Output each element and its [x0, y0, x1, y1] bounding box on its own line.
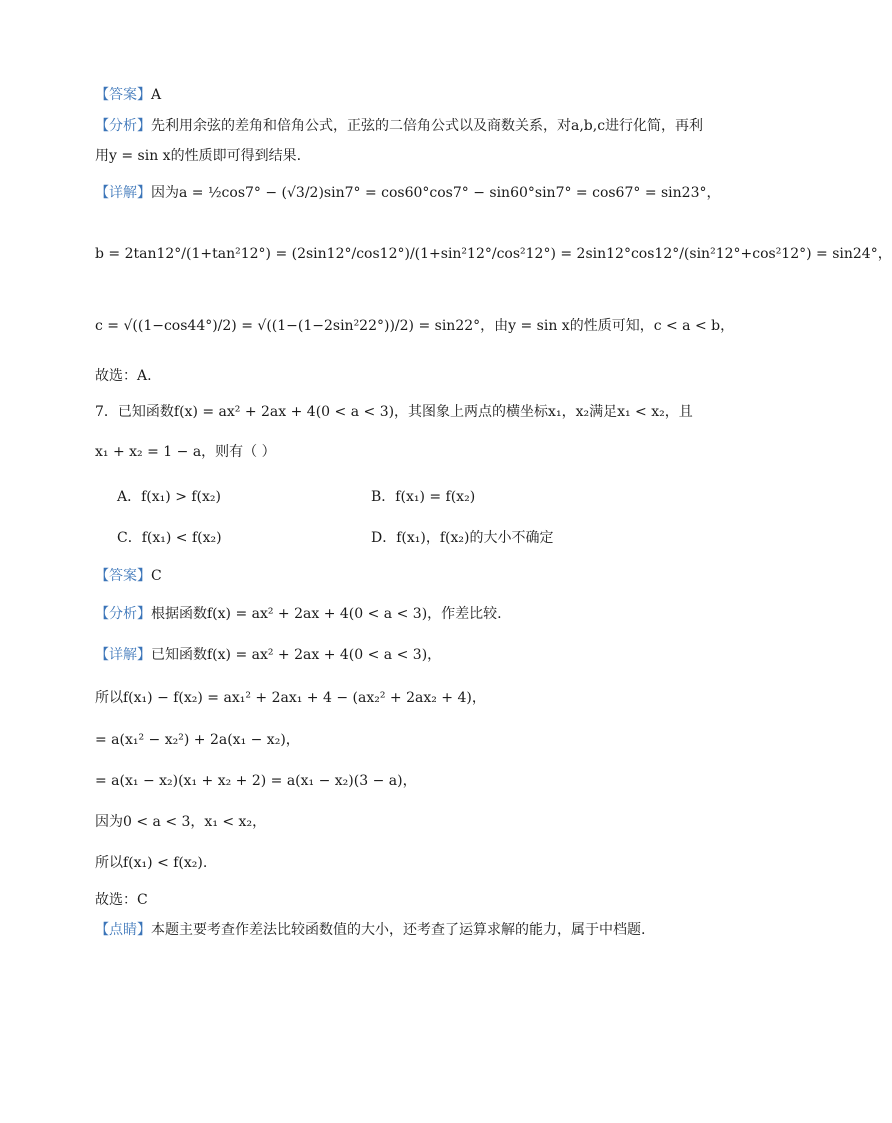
prev-answer-line: [95, 85, 161, 105]
q7-detail-line-3: = a(x₁² − x₂²) + 2a(x₁ − x₂)，: [95, 732, 300, 748]
answer-value: C: [151, 568, 162, 584]
q7-comment-line: [95, 920, 645, 940]
prev-analysis-line-1: [95, 116, 703, 136]
prev-analysis-line-2: 用y = sin x的性质即可得到结果.: [95, 148, 302, 164]
answer-value: A: [151, 87, 162, 103]
q7-detail-line-5: 因为0 < a < 3，x₁ < x₂，: [95, 814, 267, 830]
a-formula: 因为a = ½cos7° − (√3/2)sin7° = cos60°cos7° − sin60°sin7° = cos67° = sin23°，: [151, 185, 721, 201]
prev-detail-b: b = 2tan12°/(1+tan²12°) = (2sin12°/cos12°)/(1+sin²12°/cos²12°) = 2sin12°cos12°/(sin²12°+cos²12°) = sin24°，: [95, 246, 892, 262]
q7-detail-line-2: 所以f(x₁) − f(x₂) = ax₁² + 2ax₁ + 4 − (ax₂² + 2ax₂ + 4)，: [95, 690, 486, 706]
prev-detail-c: c = √((1−cos44°)/2) = √((1−(1−2sin²22°))/2) = sin22°，由y = sin x的性质可知，c < a < b，: [95, 318, 735, 334]
detail-tag: 【详解】: [95, 647, 151, 663]
prev-detail-a: [95, 183, 721, 203]
comment-text: 本题主要考查作差法比较函数值的大小，还考查了运算求解的能力，属于中档题.: [151, 922, 646, 938]
answer-tag: 【答案】: [95, 87, 151, 103]
option-c: C．f(x₁) < f(x₂): [117, 530, 222, 546]
option-b: B．f(x₁) = f(x₂): [371, 489, 476, 505]
q7-detail-line-1: [95, 645, 441, 665]
analysis-tag: 【分析】: [95, 606, 151, 622]
q7-answer-line: [95, 566, 162, 586]
q7-detail-line-6: 所以f(x₁) < f(x₂).: [95, 855, 208, 871]
analysis-text: 根据函数f(x) = ax² + 2ax + 4(0 < a < 3)，作差比较.: [151, 606, 502, 622]
q7-choice: 故选：C: [95, 892, 148, 908]
detail-tag: 【详解】: [95, 185, 151, 201]
option-d: D．f(x₁)，f(x₂)的大小不确定: [371, 530, 554, 546]
q7-detail-line-4: = a(x₁ − x₂)(x₁ + x₂ + 2) = a(x₁ − x₂)(3 − a)，: [95, 773, 417, 789]
q7-analysis-line: [95, 604, 502, 624]
q7-stem-line-1: 7．已知函数f(x) = ax² + 2ax + 4(0 < a < 3)，其图象上两点的横坐标x₁，x₂满足x₁ < x₂，且: [95, 404, 693, 420]
answer-tag: 【答案】: [95, 568, 151, 584]
comment-tag: 【点睛】: [95, 922, 151, 938]
q7-stem-line-2: x₁ + x₂ = 1 − a，则有（ ）: [95, 444, 276, 460]
analysis-text: 先利用余弦的差角和倍角公式，正弦的二倍角公式以及商数关系，对a,b,c进行化简，再利: [151, 118, 704, 134]
option-a: A．f(x₁) > f(x₂): [117, 489, 221, 505]
analysis-tag: 【分析】: [95, 118, 151, 134]
detail-text: 已知函数f(x) = ax² + 2ax + 4(0 < a < 3)，: [151, 647, 442, 663]
prev-choice: 故选：A.: [95, 368, 152, 384]
